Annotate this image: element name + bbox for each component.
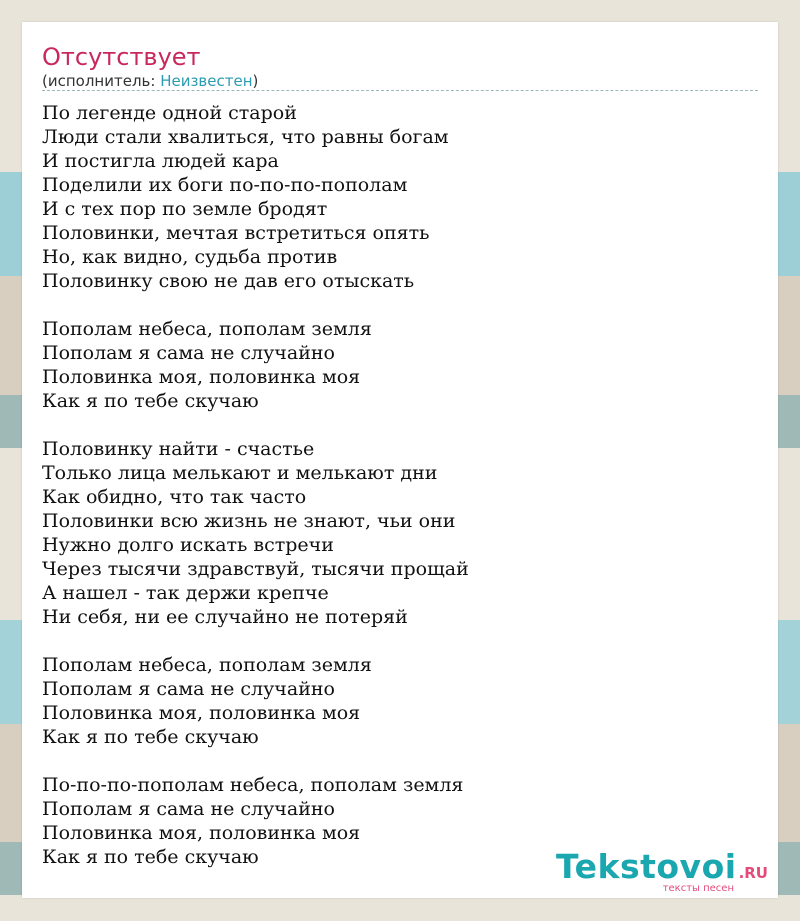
site-logo[interactable] bbox=[556, 847, 768, 894]
lyric-line: По-по-по-пополам небеса, пополам земля bbox=[42, 774, 464, 796]
lyric-line: Как обидно, что так часто bbox=[42, 486, 307, 508]
song-title: Отсутствует bbox=[42, 43, 201, 71]
artist-line bbox=[42, 72, 258, 90]
lyric-line: Но, как видно, судьба против bbox=[42, 246, 338, 268]
lyrics-text bbox=[42, 101, 469, 869]
lyric-line: Половинку свою не дав его отыскать bbox=[42, 270, 415, 292]
lyric-line: Люди стали хвалиться, что равны богам bbox=[42, 126, 449, 148]
artist-prefix: (исполнитель: bbox=[42, 72, 161, 90]
lyric-line: Нужно долго искать встречи bbox=[42, 534, 334, 556]
stanza bbox=[42, 437, 469, 629]
lyric-line: Как я по тебе скучаю bbox=[42, 726, 259, 748]
lyric-line: Половинки всю жизнь не знают, чьи они bbox=[42, 510, 456, 532]
lyric-line: Через тысячи здравствуй, тысячи прощай bbox=[42, 558, 469, 580]
lyric-line: Пополам я сама не случайно bbox=[42, 678, 335, 700]
lyrics-card bbox=[22, 22, 778, 898]
lyric-line: И постигла людей кара bbox=[42, 150, 279, 172]
lyric-line: Как я по тебе скучаю bbox=[42, 846, 259, 868]
lyric-line: Пополам я сама не случайно bbox=[42, 342, 335, 364]
artist-suffix: ) bbox=[252, 72, 259, 90]
lyric-line: Ни себя, ни ее случайно не потеряй bbox=[42, 606, 408, 628]
stanza bbox=[42, 773, 469, 869]
lyric-line: Половинку найти - счастье bbox=[42, 438, 315, 460]
logo-tld: .RU bbox=[738, 864, 768, 882]
lyric-line: Пополам я сама не случайно bbox=[42, 798, 335, 820]
lyric-line: Половинки, мечтая встретиться опять bbox=[42, 222, 430, 244]
lyric-line: И с тех пор по земле бродят bbox=[42, 198, 328, 220]
artist-link[interactable]: Неизвестен bbox=[160, 72, 253, 90]
lyric-line: По легенде одной старой bbox=[42, 102, 297, 124]
logo-tagline: тексты песен bbox=[662, 883, 734, 894]
lyric-line: Пополам небеса, пополам земля bbox=[42, 654, 372, 676]
lyric-line: Половинка моя, половинка моя bbox=[42, 366, 361, 388]
stanza bbox=[42, 317, 469, 413]
lyric-line: Поделили их боги по-по-по-пополам bbox=[42, 174, 408, 196]
stanza bbox=[42, 101, 469, 293]
lyric-line: А нашел - так держи крепче bbox=[42, 582, 329, 604]
lyric-line: Половинка моя, половинка моя bbox=[42, 822, 361, 844]
dashed-divider bbox=[42, 90, 758, 91]
logo-name: Tekstovoi bbox=[556, 847, 737, 886]
lyric-line: Как я по тебе скучаю bbox=[42, 390, 259, 412]
stanza bbox=[42, 653, 469, 749]
lyric-line: Пополам небеса, пополам земля bbox=[42, 318, 372, 340]
lyric-line: Половинка моя, половинка моя bbox=[42, 702, 361, 724]
lyric-line: Только лица мелькают и мелькают дни bbox=[42, 462, 438, 484]
